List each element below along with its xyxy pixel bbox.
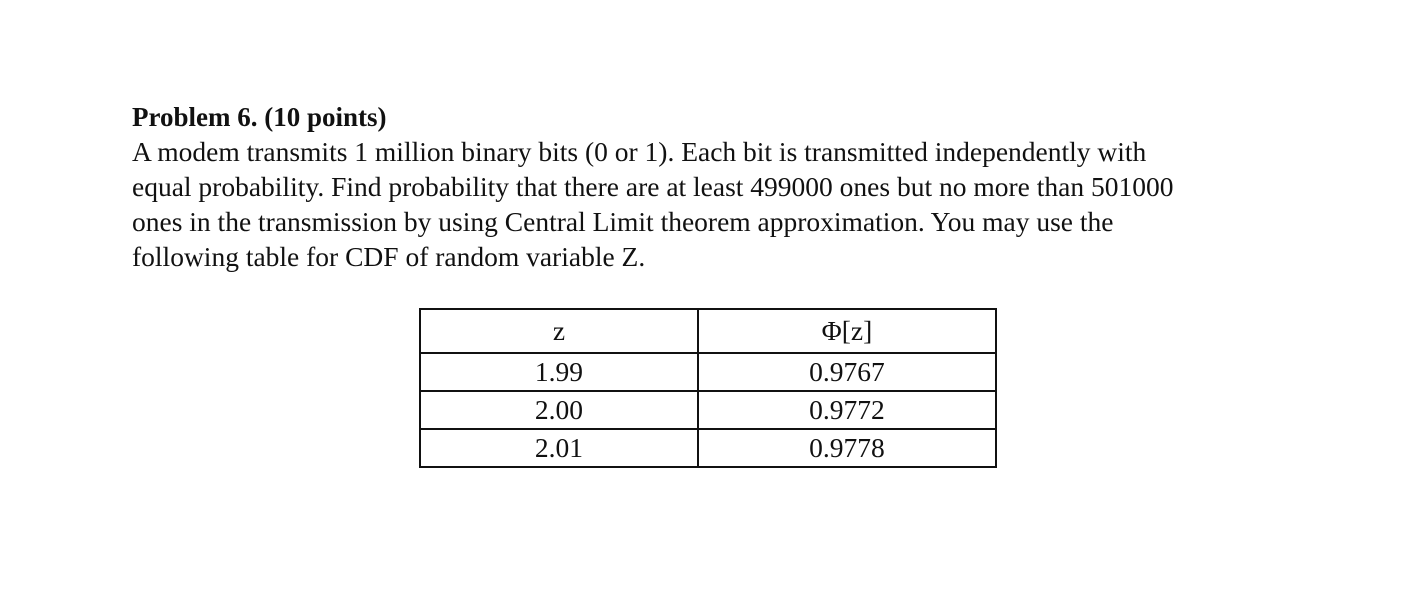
header-phi: Φ[z]: [698, 309, 996, 353]
header-z: z: [420, 309, 698, 353]
cell-phi: 0.9772: [698, 391, 996, 429]
cell-z: 1.99: [420, 353, 698, 391]
table-row: [420, 391, 996, 429]
problem-body: [132, 134, 1272, 274]
table-header-row: [420, 309, 996, 353]
table-row: [420, 353, 996, 391]
problem-statement: [132, 100, 1272, 274]
cell-z: 2.00: [420, 391, 698, 429]
cell-phi: 0.9767: [698, 353, 996, 391]
problem-line: equal probability. Find probability that there are at least 499000 ones but no more than 501000: [132, 171, 1174, 202]
problem-line: following table for CDF of random variable Z.: [132, 241, 646, 272]
problem-line: ones in the transmission by using Central Limit theorem approximation. You may use the: [132, 206, 1114, 237]
problem-line: A modem transmits 1 million binary bits (0 or 1). Each bit is transmitted independently with: [132, 136, 1147, 167]
problem-title: Problem 6. (10 points): [132, 102, 387, 132]
table-row: [420, 429, 996, 467]
cdf-table: [419, 308, 997, 468]
cell-z: 2.01: [420, 429, 698, 467]
cell-phi: 0.9778: [698, 429, 996, 467]
